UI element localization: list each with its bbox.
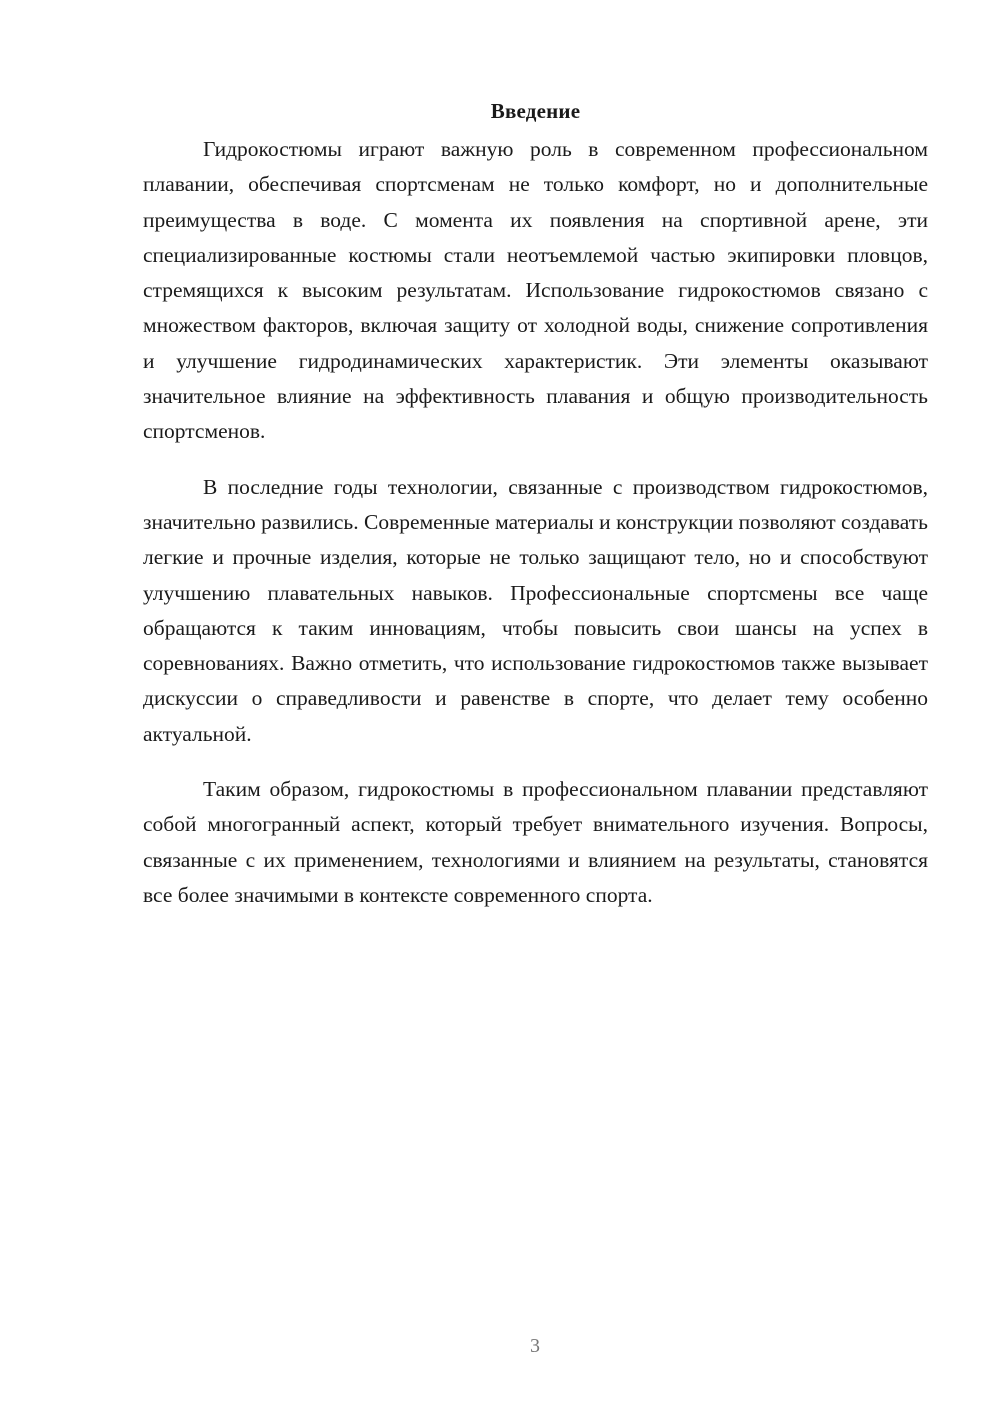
paragraph-2: В последние годы технологии, связанные с производством гидрокостюмов, значительно развились. Современные материалы и конструкции позволяют создавать легкие и прочные изделия, которые не только защищают тело, но и способствуют улучшению плавательных навыков. Профессиональные спортсмены все чаще обращаются к таким инновациям, чтобы повысить свои шансы на успех в соревнованиях. Важно отметить, что использование гидрокостюмов также вызывает дискуссии о справедливости и равенстве в спорте, что делает тему особенно актуальной.	[143, 474, 928, 746]
paragraph-1: Гидрокостюмы играют важную роль в современном профессиональном плавании, обеспечивая спортсменам не только комфорт, но и дополнительные преимущества в воде. С момента их появления на спортивной арене, эти специализированные костюмы стали неотъемлемой частью экипировки пловцов, стремящихся к высоким результатам. Использование гидрокостюмов связано с множеством факторов, включая защиту от холодной воды, снижение сопротивления и улучшение гидродинамических характеристик. Эти элементы оказывают значительное влияние на эффективность плавания и общую производительность спортсменов.	[143, 137, 928, 444]
paragraph-3: Таким образом, гидрокостюмы в профессиональном плавании представляют собой многогранный аспект, который требует внимательного изучения. Вопросы, связанные с их применением, технологиями и влиянием на результаты, становятся все более значимыми в контексте современного спорта.	[143, 777, 928, 907]
page-number: 3	[530, 1335, 540, 1357]
section-title: Введение	[490, 99, 581, 123]
document-page	[143, 96, 928, 933]
